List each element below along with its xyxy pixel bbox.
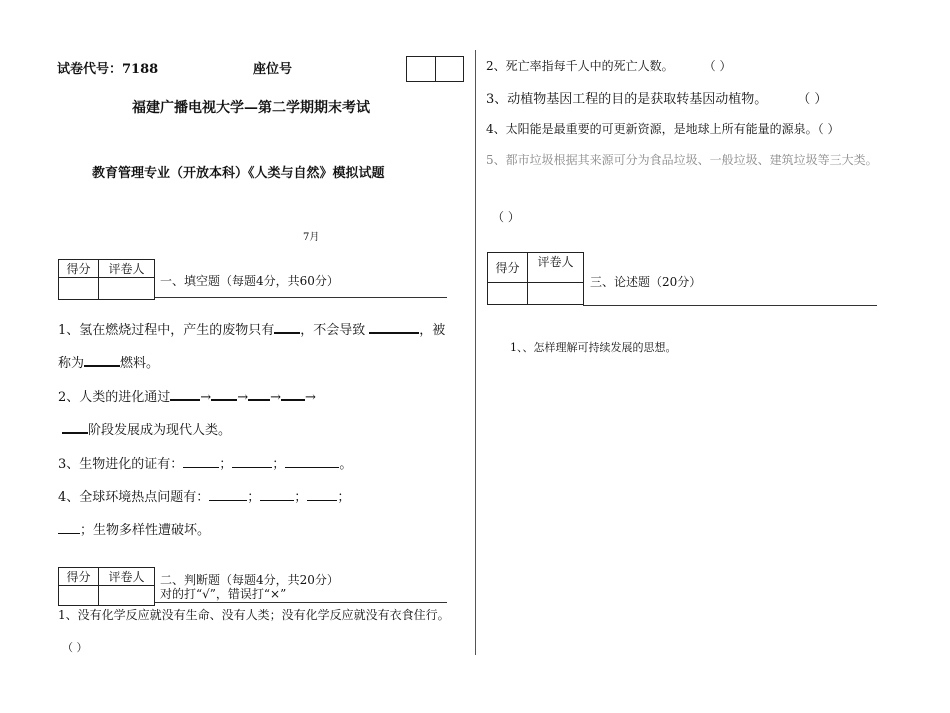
exam-date: 7月 — [303, 232, 320, 243]
answer-blank[interactable] — [58, 522, 80, 534]
judge-q5-answer[interactable]: （ ） — [492, 210, 520, 224]
seat-label: 座位号 — [253, 62, 293, 77]
section1-rule — [155, 297, 447, 298]
answer-blank[interactable] — [183, 456, 219, 468]
score-cell — [488, 283, 528, 305]
fill-q4-text-b: ；生物多样性遭破坏。 — [80, 523, 211, 538]
grader-header: 评卷人 — [99, 568, 155, 586]
section3-heading: 三、论述题（20分） — [590, 275, 702, 289]
arrow-icon: → — [200, 390, 212, 405]
judge-q2 — [486, 57, 731, 74]
fill-q1-text-a: 1、氢在燃烧过程中，产生的废物只有 — [58, 323, 275, 338]
judge-q3-text: 3、动植物基因工程的目的是获取转基因动植物。 — [486, 92, 768, 107]
score-header: 得分 — [59, 568, 99, 586]
fill-q4-line1 — [58, 486, 350, 505]
answer-blank[interactable] — [232, 456, 272, 468]
fill-q4-text: 4、全球环境热点问题有： — [58, 490, 210, 505]
fill-q2-line2 — [62, 419, 231, 438]
answer-blank[interactable] — [307, 489, 337, 501]
score-header: 得分 — [488, 253, 528, 283]
arrow-icon: → — [305, 390, 316, 405]
answer-blank[interactable] — [170, 389, 200, 401]
grader-cell — [99, 586, 155, 606]
university-title: 福建广播电视大学—第二学期期末考试 — [132, 100, 370, 116]
grader-header: 评卷人 — [99, 260, 155, 278]
answer-blank[interactable] — [209, 489, 247, 501]
answer-blank[interactable] — [211, 389, 237, 401]
judge-q1: 1、没有化学反应就没有生命、没有人类；没有化学反应就没有衣食住行。 — [58, 608, 450, 622]
score-cell — [59, 278, 99, 300]
judge-q2-text: 2、死亡率指每千人中的死亡人数。 — [486, 59, 674, 73]
fill-q1-text-e: 燃料。 — [120, 356, 160, 371]
fill-q3 — [58, 453, 352, 472]
essay-q1: 1、、怎样理解可持续发展的思想。 — [510, 341, 677, 354]
section2-rule — [155, 602, 447, 603]
column-divider — [475, 50, 476, 655]
separator: ； — [294, 490, 308, 505]
score-header: 得分 — [59, 260, 99, 278]
grader-header: 评卷人 — [528, 253, 584, 283]
fill-q1-line2 — [58, 352, 159, 371]
section3-rule — [583, 305, 877, 306]
score-table-section2 — [58, 567, 155, 606]
separator: ； — [219, 457, 233, 472]
separator: ； — [337, 490, 351, 505]
fill-q1-text-c: ，被 — [419, 323, 446, 338]
paper-code: 试卷代号：7188 — [57, 62, 159, 77]
separator: ； — [247, 490, 261, 505]
judge-q2-answer[interactable]: （ ） — [703, 59, 732, 73]
judge-q3 — [486, 88, 827, 107]
answer-blank[interactable] — [248, 389, 270, 401]
judge-q3-answer[interactable]: （ ） — [797, 92, 828, 107]
answer-blank[interactable] — [84, 355, 120, 367]
judge-q4: 4、太阳能是最重要的可更新资源，是地球上所有能量的源泉。（ ） — [486, 122, 840, 136]
section1-heading: 一、填空题（每题4分，共60分） — [160, 274, 339, 288]
fill-q1-text-d: 称为 — [58, 356, 85, 371]
fill-q2-text-b: 阶段发展成为现代人类。 — [88, 423, 232, 438]
score-cell — [59, 586, 99, 606]
judge-q5: 5、都市垃圾根据其来源可分为食品垃圾、一般垃圾、建筑垃圾等三大类。 — [486, 153, 878, 167]
fill-q4-line2 — [58, 519, 210, 538]
arrow-icon: → — [237, 390, 249, 405]
section2-heading: 二、判断题（每题4分，共20分） — [160, 573, 339, 587]
seat-number-box — [406, 56, 464, 82]
answer-blank[interactable] — [281, 389, 305, 401]
separator: ； — [272, 457, 286, 472]
answer-blank[interactable] — [369, 322, 419, 334]
fill-q2-text-a: 2、人类的进化通过 — [58, 390, 171, 405]
grader-cell — [528, 283, 584, 305]
course-title: 教育管理专业（开放本科）《人类与自然》模拟试题 — [92, 166, 385, 181]
period: 。 — [339, 457, 353, 472]
score-table-section3 — [487, 252, 584, 305]
section2-instruction: 对的打“√”，错误打“×” — [160, 587, 287, 601]
answer-blank[interactable] — [274, 322, 300, 334]
grader-cell — [99, 278, 155, 300]
judge-q1-answer[interactable]: （ ） — [62, 641, 88, 654]
fill-q2-line1 — [58, 386, 316, 405]
fill-q3-text: 3、生物进化的证有： — [58, 457, 184, 472]
arrow-icon: → — [270, 390, 281, 405]
fill-q1-line1 — [58, 319, 445, 338]
answer-blank[interactable] — [260, 489, 294, 501]
answer-blank[interactable] — [62, 422, 88, 434]
answer-blank[interactable] — [285, 456, 339, 468]
fill-q1-text-b: ，不会导致 — [300, 323, 366, 338]
score-table-section1 — [58, 259, 155, 300]
